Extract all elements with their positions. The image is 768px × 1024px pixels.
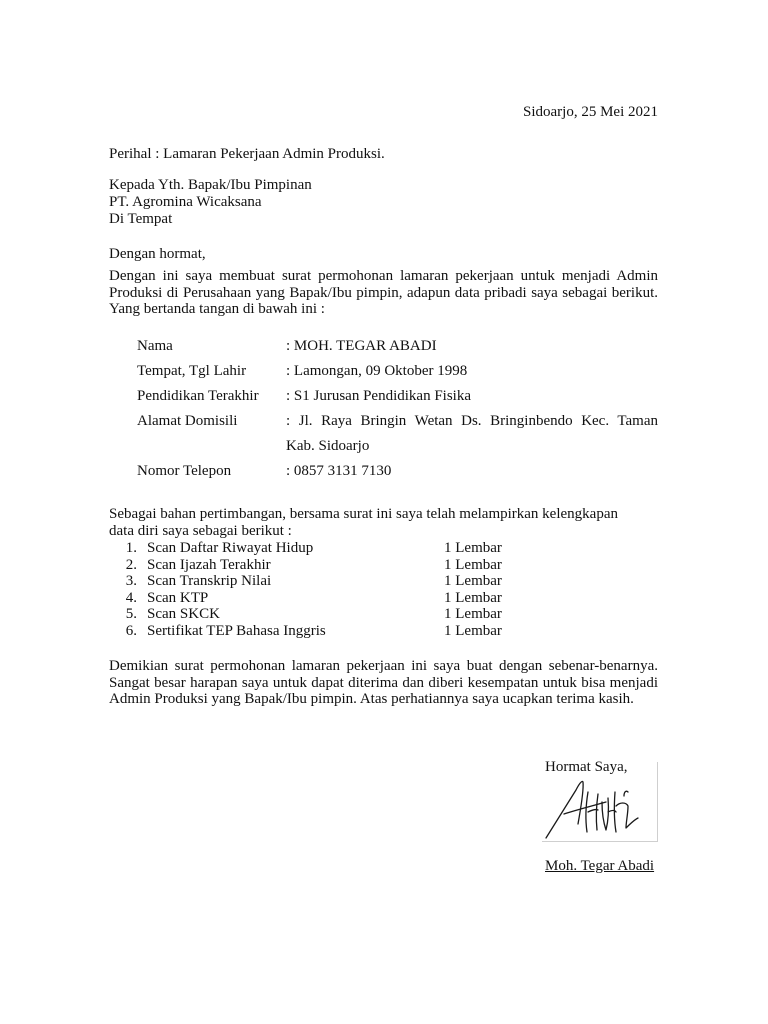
letter-subject: Perihal : Lamaran Pekerjaan Admin Produksi. (109, 146, 385, 162)
data-label: Nama (137, 338, 173, 354)
item-number: 6. (125, 622, 137, 639)
item-number: 1. (125, 540, 137, 556)
data-row-phone (137, 463, 658, 488)
data-label: Nomor Telepon (137, 463, 232, 479)
item-text: Scan KTP (147, 589, 209, 606)
item-number: 4. (125, 589, 137, 606)
data-row-address-cont (137, 438, 658, 463)
data-row-name (137, 338, 658, 363)
consider-line: Sebagai bahan pertimbangan, bersama surat ini saya telah melampirkan kelengkapan (109, 506, 618, 522)
item-qty: 1 Lembar (444, 606, 502, 622)
letter-date: Sidoarjo, 25 Mei 2021 (523, 104, 658, 120)
data-label: Pendidikan Terakhir (137, 388, 259, 404)
item-number: 5. (125, 606, 137, 622)
consideration-paragraph (109, 506, 629, 539)
signoff: Hormat Saya, (545, 759, 628, 775)
intro-line: Produksi di Perusahaan yang Bapak/Ibu pimpin, adapun data pribadi saya sebagai berikut. (109, 284, 658, 301)
item-qty: 1 Lembar (444, 556, 502, 573)
item-number: 2. (125, 556, 137, 573)
item-qty: 1 Lembar (444, 540, 502, 556)
intro-paragraph (109, 268, 658, 318)
recipient-company: PT. Agromina Wicaksana (109, 194, 262, 210)
attachment-list (109, 540, 524, 639)
data-label: Alamat Domisili (137, 413, 238, 429)
greeting: Dengan hormat, (109, 246, 206, 262)
data-value: : Lamongan, 09 Oktober 1998 (286, 363, 468, 379)
data-value: : 0857 3131 7130 (286, 463, 392, 479)
item-text: Sertifikat TEP Bahasa Inggris (147, 622, 326, 639)
recipient-place: Di Tempat (109, 211, 173, 227)
data-label: Tempat, Tgl Lahir (137, 363, 247, 379)
list-item (109, 557, 524, 574)
item-qty: 1 Lembar (444, 622, 502, 639)
data-value: : S1 Jurusan Pendidikan Fisika (286, 388, 472, 404)
intro-line: Dengan ini saya membuat surat permohonan lamaran pekerjaan untuk menjadi Admin (109, 268, 658, 284)
handwritten-signature (542, 762, 658, 842)
data-row-education (137, 388, 658, 413)
closing-line: Admin Produksi yang Bapak/Ibu pimpin. Atas perhatiannya saya ucapkan terima kasih. (109, 691, 634, 707)
item-text: Scan SKCK (147, 606, 220, 622)
closing-line: Sangat besar harapan saya untuk dapat diterima dan diberi kesempatan untuk bisa menjadi (109, 674, 658, 691)
closing-paragraph (109, 658, 658, 708)
list-item (109, 623, 524, 640)
data-row-birth (137, 363, 658, 388)
signer-name: Moh. Tegar Abadi (545, 858, 655, 874)
item-text: Scan Daftar Riwayat Hidup (147, 540, 314, 556)
recipient-line: Kepada Yth. Bapak/Ibu Pimpinan (109, 177, 312, 193)
item-number: 3. (125, 573, 137, 589)
list-item (109, 590, 524, 607)
data-value: : MOH. TEGAR ABADI (286, 338, 437, 354)
item-text: Scan Transkrip Nilai (147, 573, 272, 589)
item-qty: 1 Lembar (444, 589, 502, 606)
list-item (109, 606, 524, 623)
item-text: Scan Ijazah Terakhir (147, 556, 271, 573)
list-item (109, 573, 524, 590)
data-value: Kab. Sidoarjo (286, 438, 370, 454)
data-row-address (137, 413, 658, 438)
item-qty: 1 Lembar (444, 573, 502, 589)
closing-line: Demikian surat permohonan lamaran pekerjaan ini saya buat dengan sebenar-benarnya. (109, 658, 658, 674)
list-item (109, 540, 524, 557)
personal-data (137, 338, 658, 488)
data-value: : Jl. Raya Bringin Wetan Ds. Bringinbendo Kec. Taman (286, 413, 658, 429)
intro-line: Yang bertanda tangan di bawah ini : (109, 301, 325, 317)
signature-area (542, 762, 658, 842)
consider-line: data diri saya sebagai berikut : (109, 522, 292, 539)
recipient-block (109, 177, 312, 228)
